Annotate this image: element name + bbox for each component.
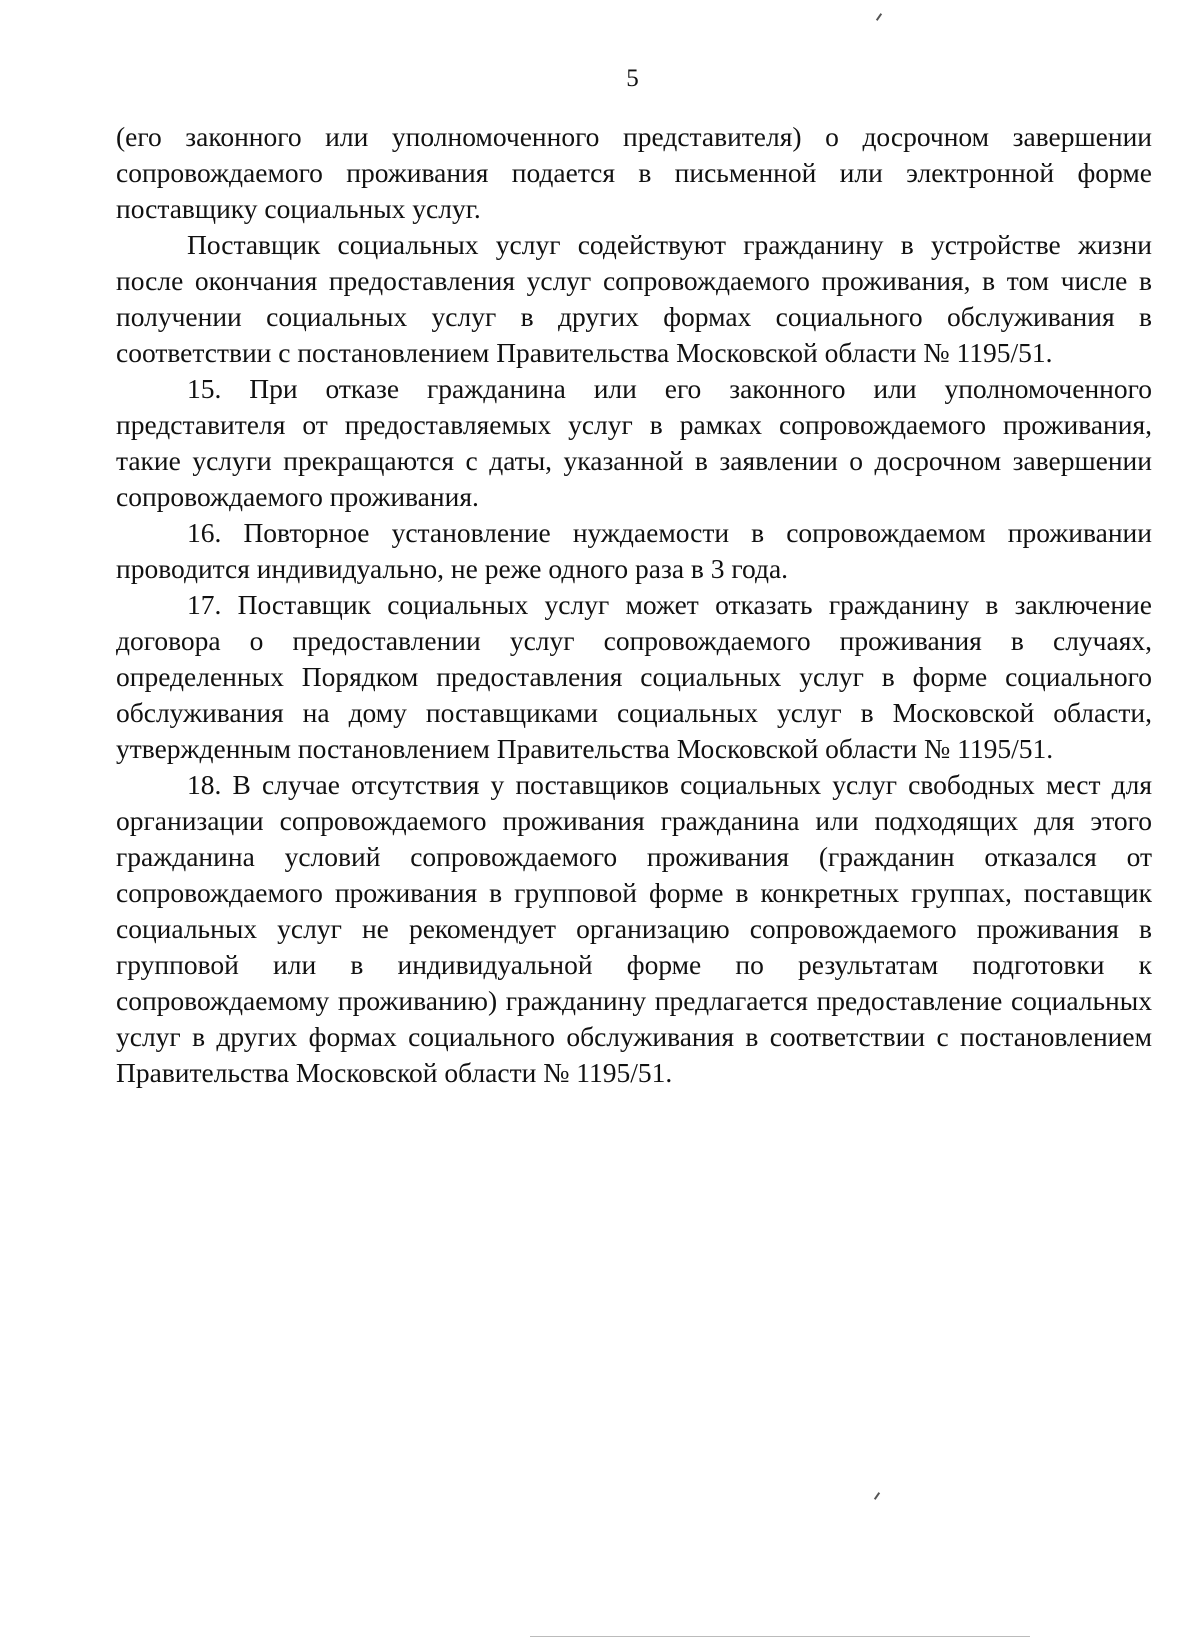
- paragraph-17: 17. Поставщик социальных услуг может отказать гражданину в заключение договора о предоставлении услуг сопровождаемого проживания в случаях, определенных Порядком предоставления социальных услуг в форме социального обслуживания на дому поставщиками социальных услуг в Московской области, утвержденным постановлением Правительства Московской области № 1195/51.: [116, 589, 1152, 764]
- document-body: [116, 119, 1152, 1091]
- paragraph-15: 15. При отказе гражданина или его законного или уполномоченного представителя от предоставляемых услуг в рамках сопровождаемого проживания, такие услуги прекращаются с даты, указанной в заявлении о досрочном завершении сопровождаемого проживания.: [116, 373, 1152, 512]
- paragraph-18: 18. В случае отсутствия у поставщиков социальных услуг свободных мест для организации сопровождаемого проживания гражданина или подходящих для этого гражданина условий сопровождаемого проживания (гражданин отказался от сопровождаемого проживания в групповой форме в конкретных группах, поставщик социальных услуг не рекомендует организацию сопровождаемого проживания в групповой или в индивидуальной форме по результатам подготовки к сопровождаемому проживанию) гражданину предлагается предоставление социальных услуг в других формах социального обслуживания в соответствии с постановлением Правительства Московской области № 1195/51.: [116, 769, 1152, 1088]
- paragraph-16: 16. Повторное установление нуждаемости в сопровождаемом проживании проводится индивидуально, не реже одного раза в 3 года.: [116, 517, 1152, 584]
- scan-mark: [874, 1492, 880, 1500]
- scan-mark: [876, 13, 882, 21]
- paragraph-continuation: (его законного или уполномоченного представителя) о досрочном завершении сопровождаемого проживания подается в письменной или электронной форме поставщику социальных услуг.: [116, 121, 1152, 224]
- paragraph-provider-assistance: Поставщик социальных услуг содействуют гражданину в устройстве жизни после окончания предоставления услуг сопровождаемого проживания, в том числе в получении социальных услуг в других формах социального обслуживания в соответствии с постановлением Правительства Московской области № 1195/51.: [116, 229, 1152, 368]
- page-number: 5: [626, 65, 639, 92]
- scan-edge-line: [530, 1636, 1030, 1637]
